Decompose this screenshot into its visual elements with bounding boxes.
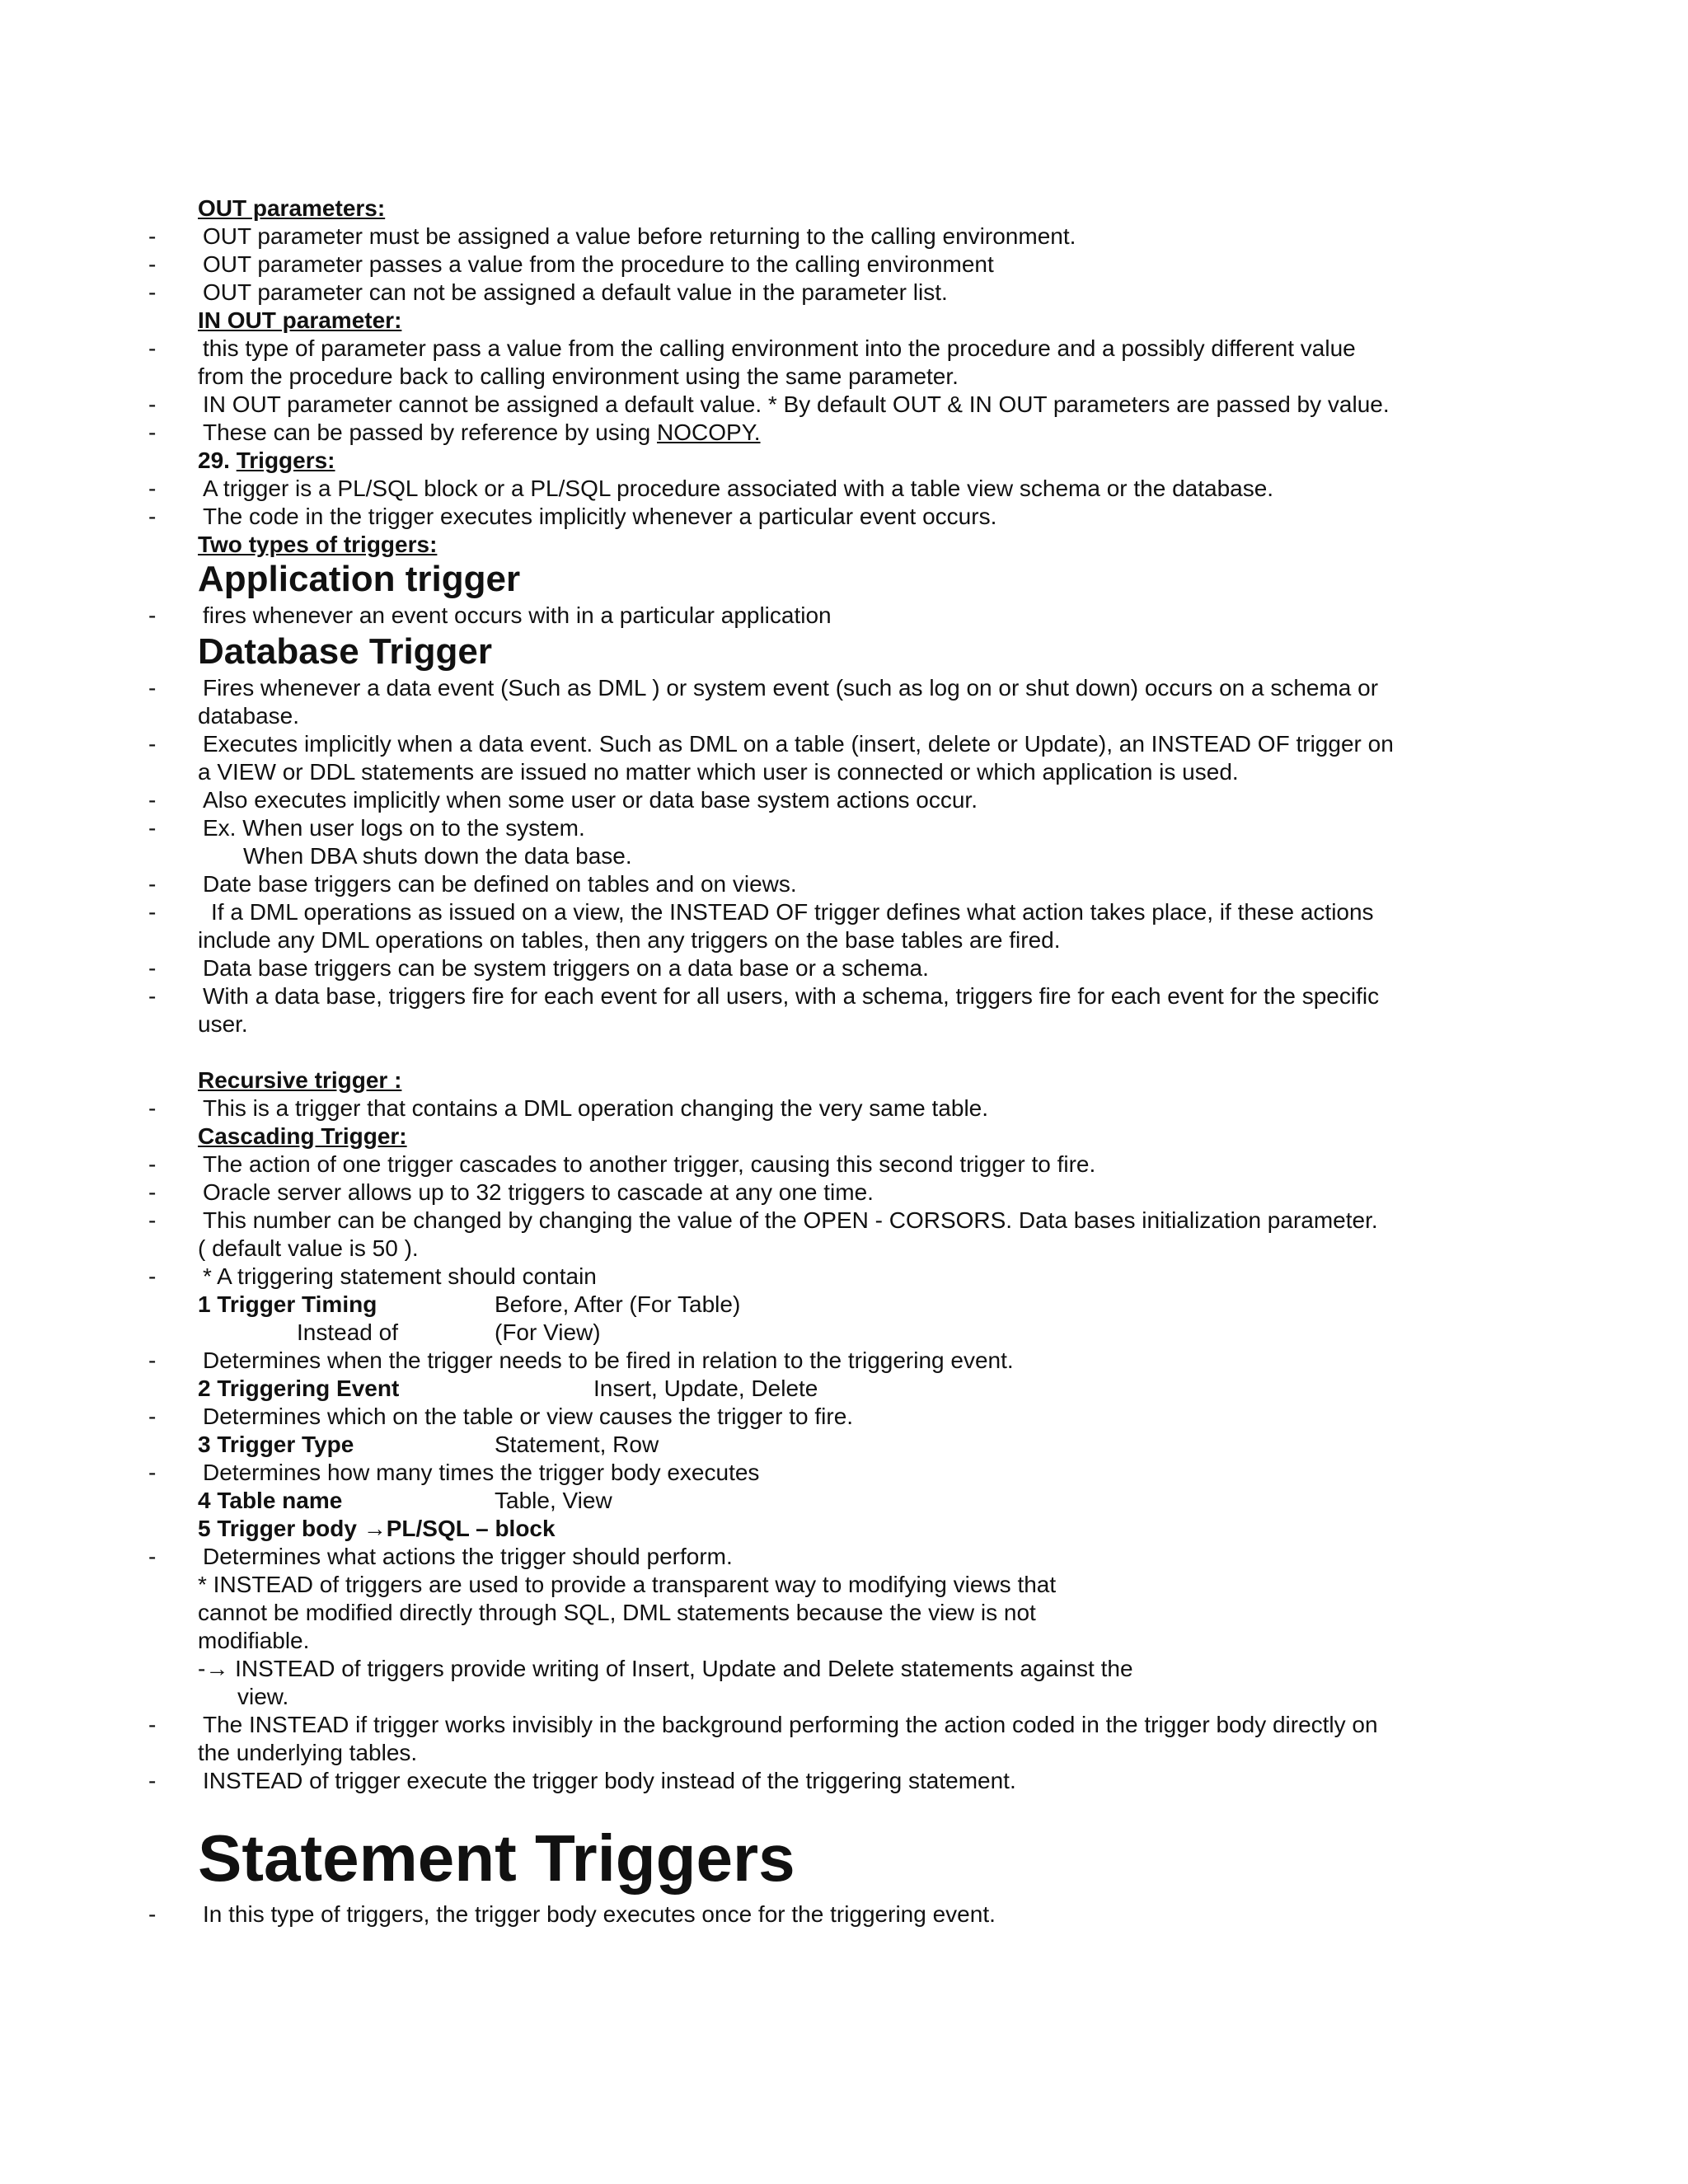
document-page: OUT parameters: - OUT parameter must be assigned a value before returning to the calling environment. - OUT parameter passes a value from the procedure to the calling environment - OUT parameter can not be assigned a default value in the parameter list. IN OUT parameter: - this type of parameter pass a value from the calling environment into the procedure and a possibly different value from the procedure back to calling environment using the same parameter. - IN OUT parameter cannot be assigned a default value. * By default OUT & IN OUT parameters are passed by value. - These can be passed by reference by using NOCOPY. 29. Triggers: - A trigger is a PL/SQL block or a PL/SQL procedure associated with a table view schema or the database. - The code in the trigger executes implicitly whenever a particular event occurs. Two types of triggers: Application trigger - fires whenever an event occurs with in a particular application Database Trigger - Fires whenever a data event (Such as DML ) or system event (such as log on or shut down) occurs on a schema or database. - Executes implicitly when a data event. Such as DML on a table (insert, delete or Update), an INSTEAD OF trigger on a VIEW or DDL statements are issued no matter which user is connected or which application is used. - Also executes implicitly when some user or data base system actions occur. - Ex. When user logs on to the system. When DBA shuts down the data base. - Date base triggers can be defined on tables and on views. - If a DML operations as issued on a view, the INSTEAD OF trigger defines what action takes place, if these actions include any DML operations on tables, then any triggers on the base tables are fired. - Data base triggers can be system triggers on a data base or a schema. - With a data base, triggers fire for each event for all users, with a schema, triggers fire for each event for the specific user. Recursive trigger : - This is a trigger that contains a DML operation changing the very same table. Cascading Trigger: - The action of one trigger cascades to another trigger, causing this second trigger to fire. - Oracle server allows up to 32 triggers to cascade at any one time. - This number can be changed by changing the value of the OPEN - CORSORS. Data bases initialization parameter. ( default value is 50 ). - * A triggering statement should contain 1 Trigger Timing Before, After (For Table) Instead of (For View) - Determines when the trigger needs to be fired in relation to the triggering event. 2 Triggering Event Insert, Update, Delete - Determines which on the table or view causes the trigger to fire. 3 Trigger Type Statement, Row - Determines how many times the trigger body executes 4 Table name Table, View 5 Trigger body →PL/SQL – block - Determines what actions the trigger should perform. * INSTEAD of triggers are used to provide a transparent way to modifying views that cannot be modified directly through SQL, DML statements because the view is not modifiable. -→ INSTEAD of triggers provide writing of Insert, Update and Delete statements against the view. - The INSTEAD if trigger works invisibly in the background performing the action coded in the trigger body directly on the underlying tables. - INSTEAD of trigger execute the trigger body instead of the triggering statement. Statement Triggers - In this type of triggers, the trigger body executes once for the triggering event. — [148, 195, 1394, 1927]
nocopy-keyword: NOCOPY. — [657, 419, 761, 445]
